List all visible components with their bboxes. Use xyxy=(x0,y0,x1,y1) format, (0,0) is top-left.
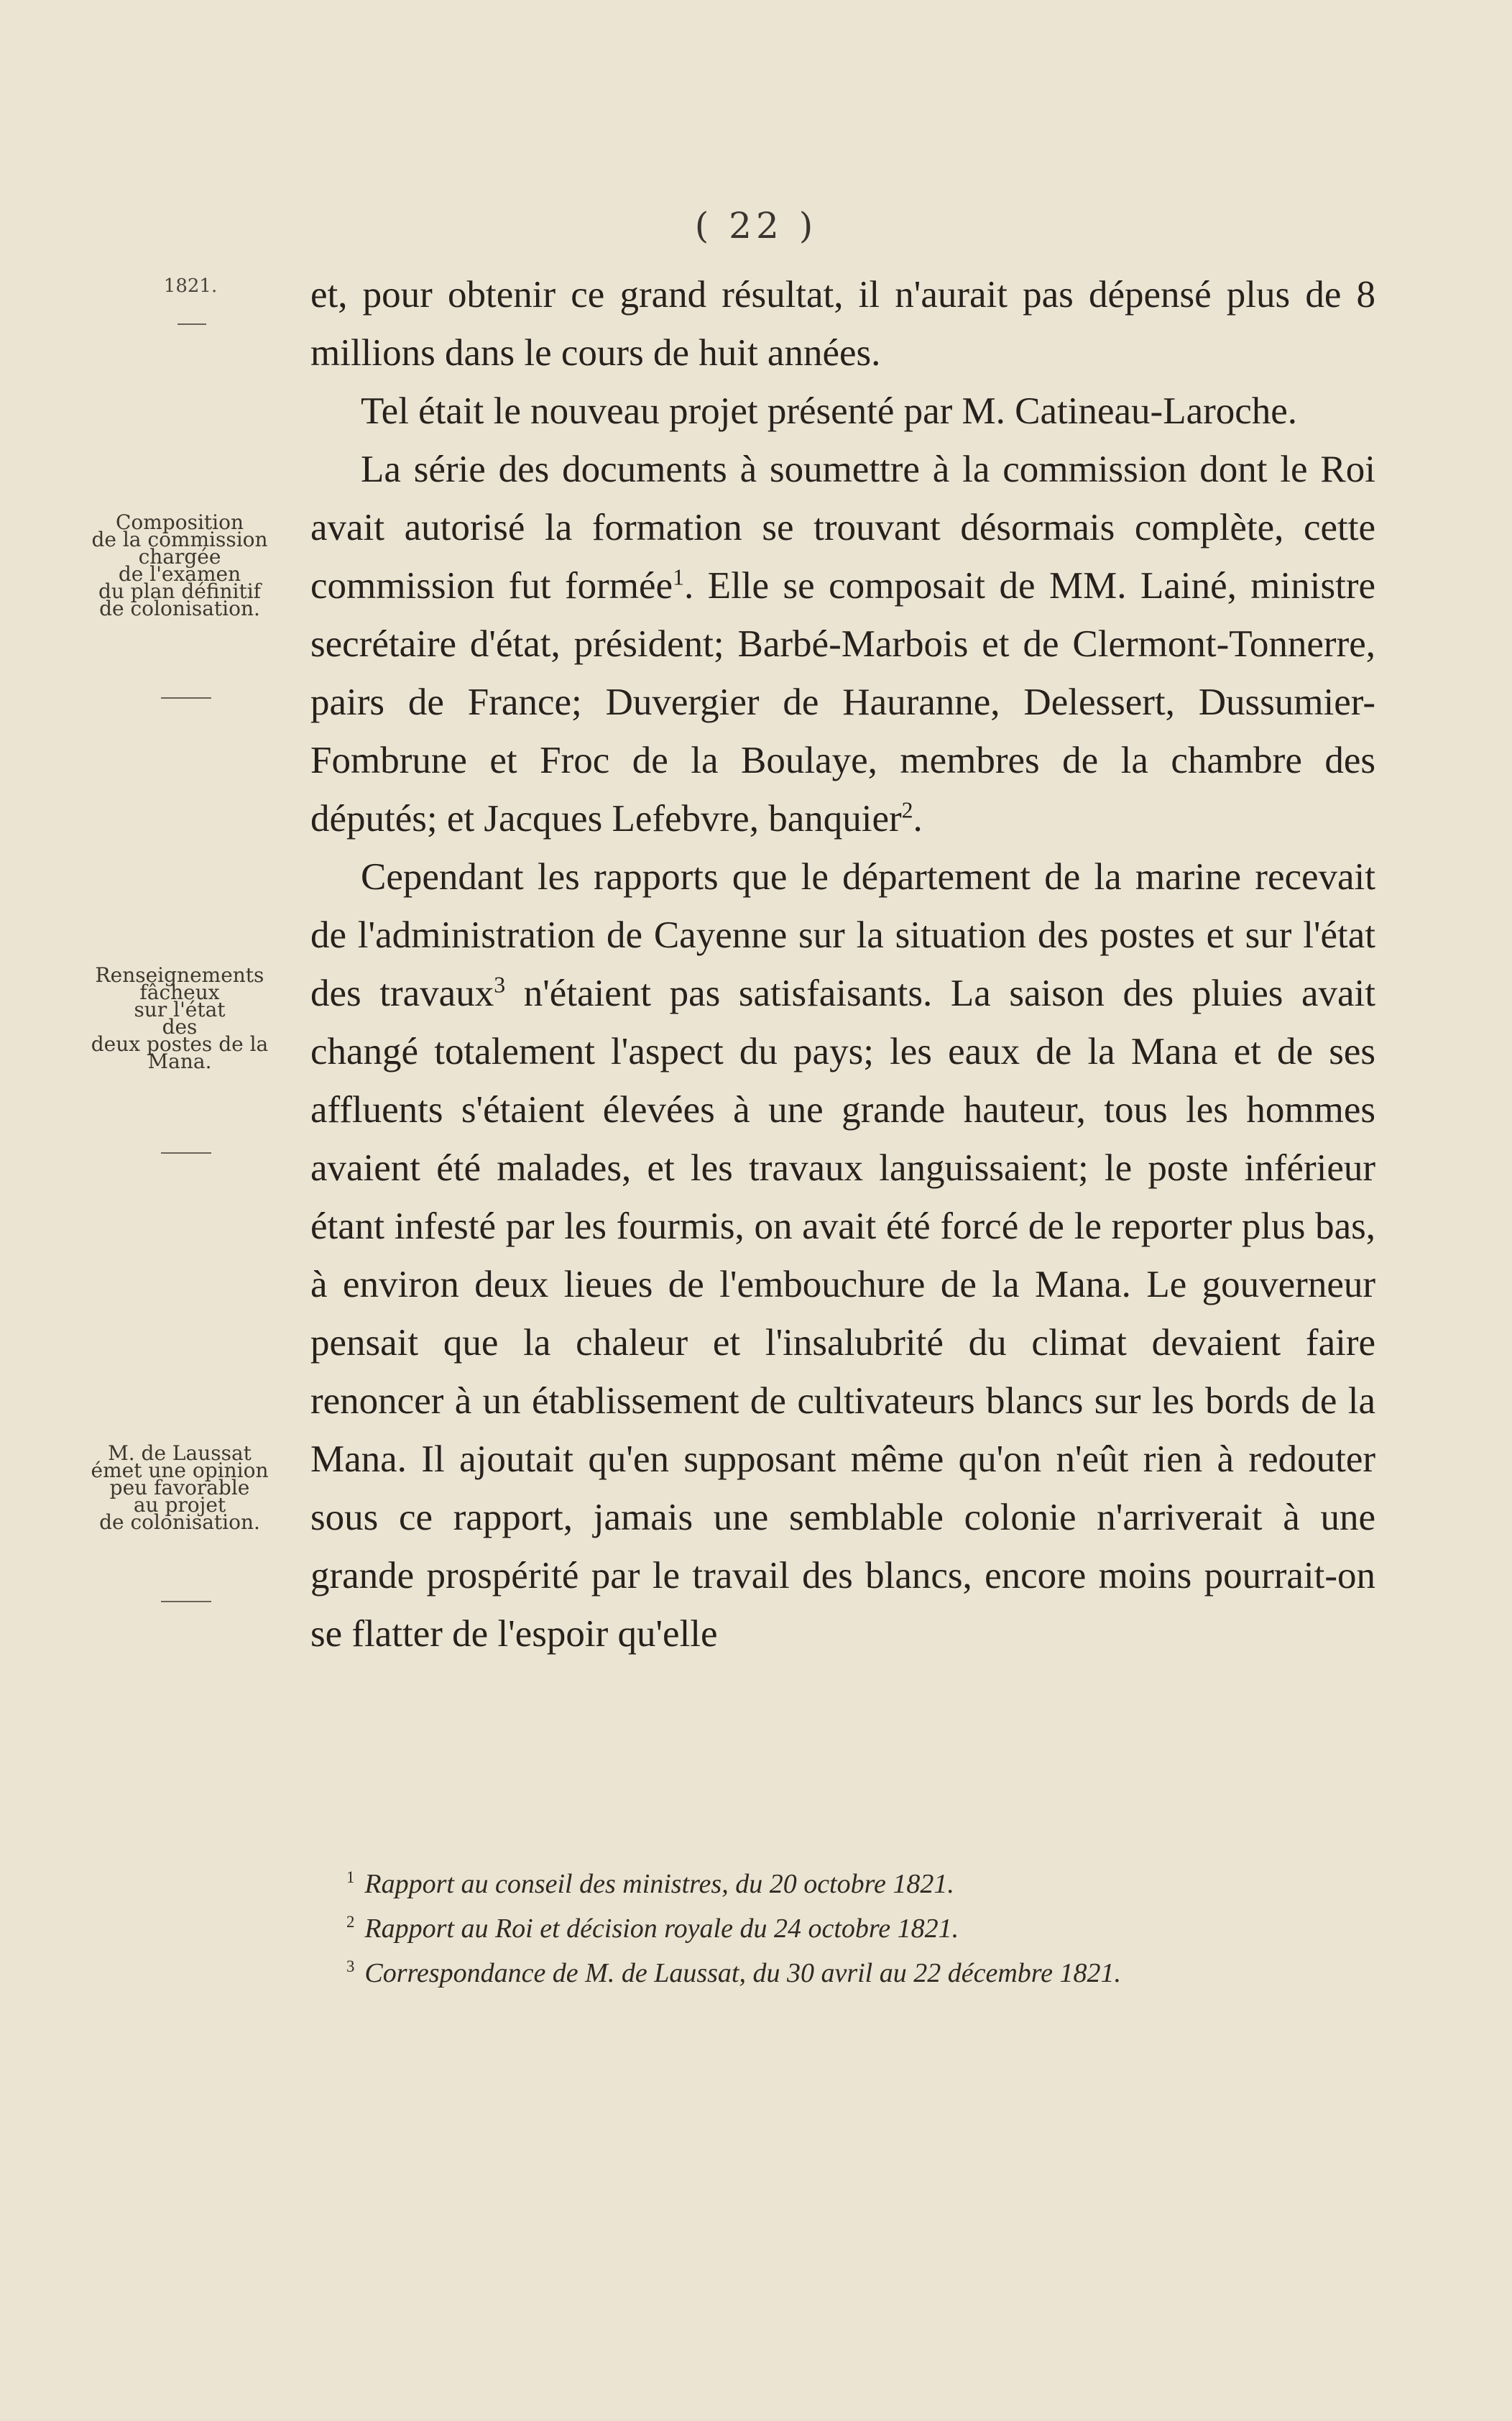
paragraph: La série des documents à soumettre à la commission dont le Roi avait autorisé la formation se trouvant désormais complète, cette commission fut formée$^1$. Elle se composait de MM. Lainé, ministre secrétaire d'état, président; Barbé-Marbois et de Clermont-Tonnerre, pairs de France; Duvergier de Hauranne, Delessert, Dussumier-Fombrune et Froc de la Boulaye, membres de la chambre des députés; et Jacques Lefebvre, banquier$^2$. xyxy=(310,449,1376,840)
paragraph: et, pour obtenir ce grand résultat, il n'aurait pas dépensé plus de 8 millions dans le cours de huit années. xyxy=(310,274,1375,374)
footnote: $^2$ Rapport au Roi et décision royale du 24 octobre 1821. xyxy=(346,1913,959,1944)
margin-note-renseignements: Renseignements fâcheux sur l'état des deux postes de la Mana. xyxy=(91,963,269,1073)
paragraph: Tel était le nouveau projet présenté par M. Catineau-Laroche. xyxy=(361,390,1298,432)
margin-rule xyxy=(161,697,211,699)
body-text xyxy=(310,266,1375,1663)
margin-rule xyxy=(178,323,206,325)
margin-note-laussat: M. de Laussat émet une opinion peu favorable au projet de colonisation. xyxy=(91,1441,269,1534)
margin-year: 1821. xyxy=(163,275,218,297)
footnote-ref: 3 xyxy=(494,972,506,998)
margin-rule xyxy=(161,1152,211,1154)
page-number: ( 22 ) xyxy=(694,205,818,247)
footnote-ref: 2 xyxy=(901,797,913,823)
footnote-ref: 1 xyxy=(673,564,684,590)
footnotes xyxy=(346,1862,1381,1995)
margin-rule xyxy=(161,1601,211,1602)
footnote: $^1$ Rapport au conseil des ministres, du 20 octobre 1821. xyxy=(346,1868,954,1899)
margin-note-commission: Composition de la commission chargée de l'examen du plan définitif de colonisation. xyxy=(91,510,268,620)
paragraph: Cependant les rapports que le département de la marine recevait de l'administration de Cayenne sur la situation des postes et sur l'état des travaux$^3$ n'étaient pas satisfaisants. La saison des pluies avait changé totalement l'aspect du pays; les eaux de la Mana et de ses affluents s'étaient élevées à une grande hauteur, tous les hommes avaient été malades, et les travaux languissaient; le poste inférieur étant infesté par les fourmis, on avait été forcé de le reporter plus bas, à environ deux lieues de l'embouchure de la Mana. Le gouverneur pensait que la chaleur et l'insalubrité du climat devaient faire renoncer à un établissement de cultivateurs blancs sur les bords de la Mana. Il ajoutait qu'en supposant même qu'on n'eût rien à redouter sous ce rapport, jamais une semblable colonie n'arriverait à une grande prospérité par le travail des blancs, encore moins pourrait-on se flatter de l'espoir qu'elle xyxy=(310,856,1376,1655)
footnote: $^3$ Correspondance de M. de Laussat, du 30 avril au 22 décembre 1821. xyxy=(346,1957,1122,1988)
